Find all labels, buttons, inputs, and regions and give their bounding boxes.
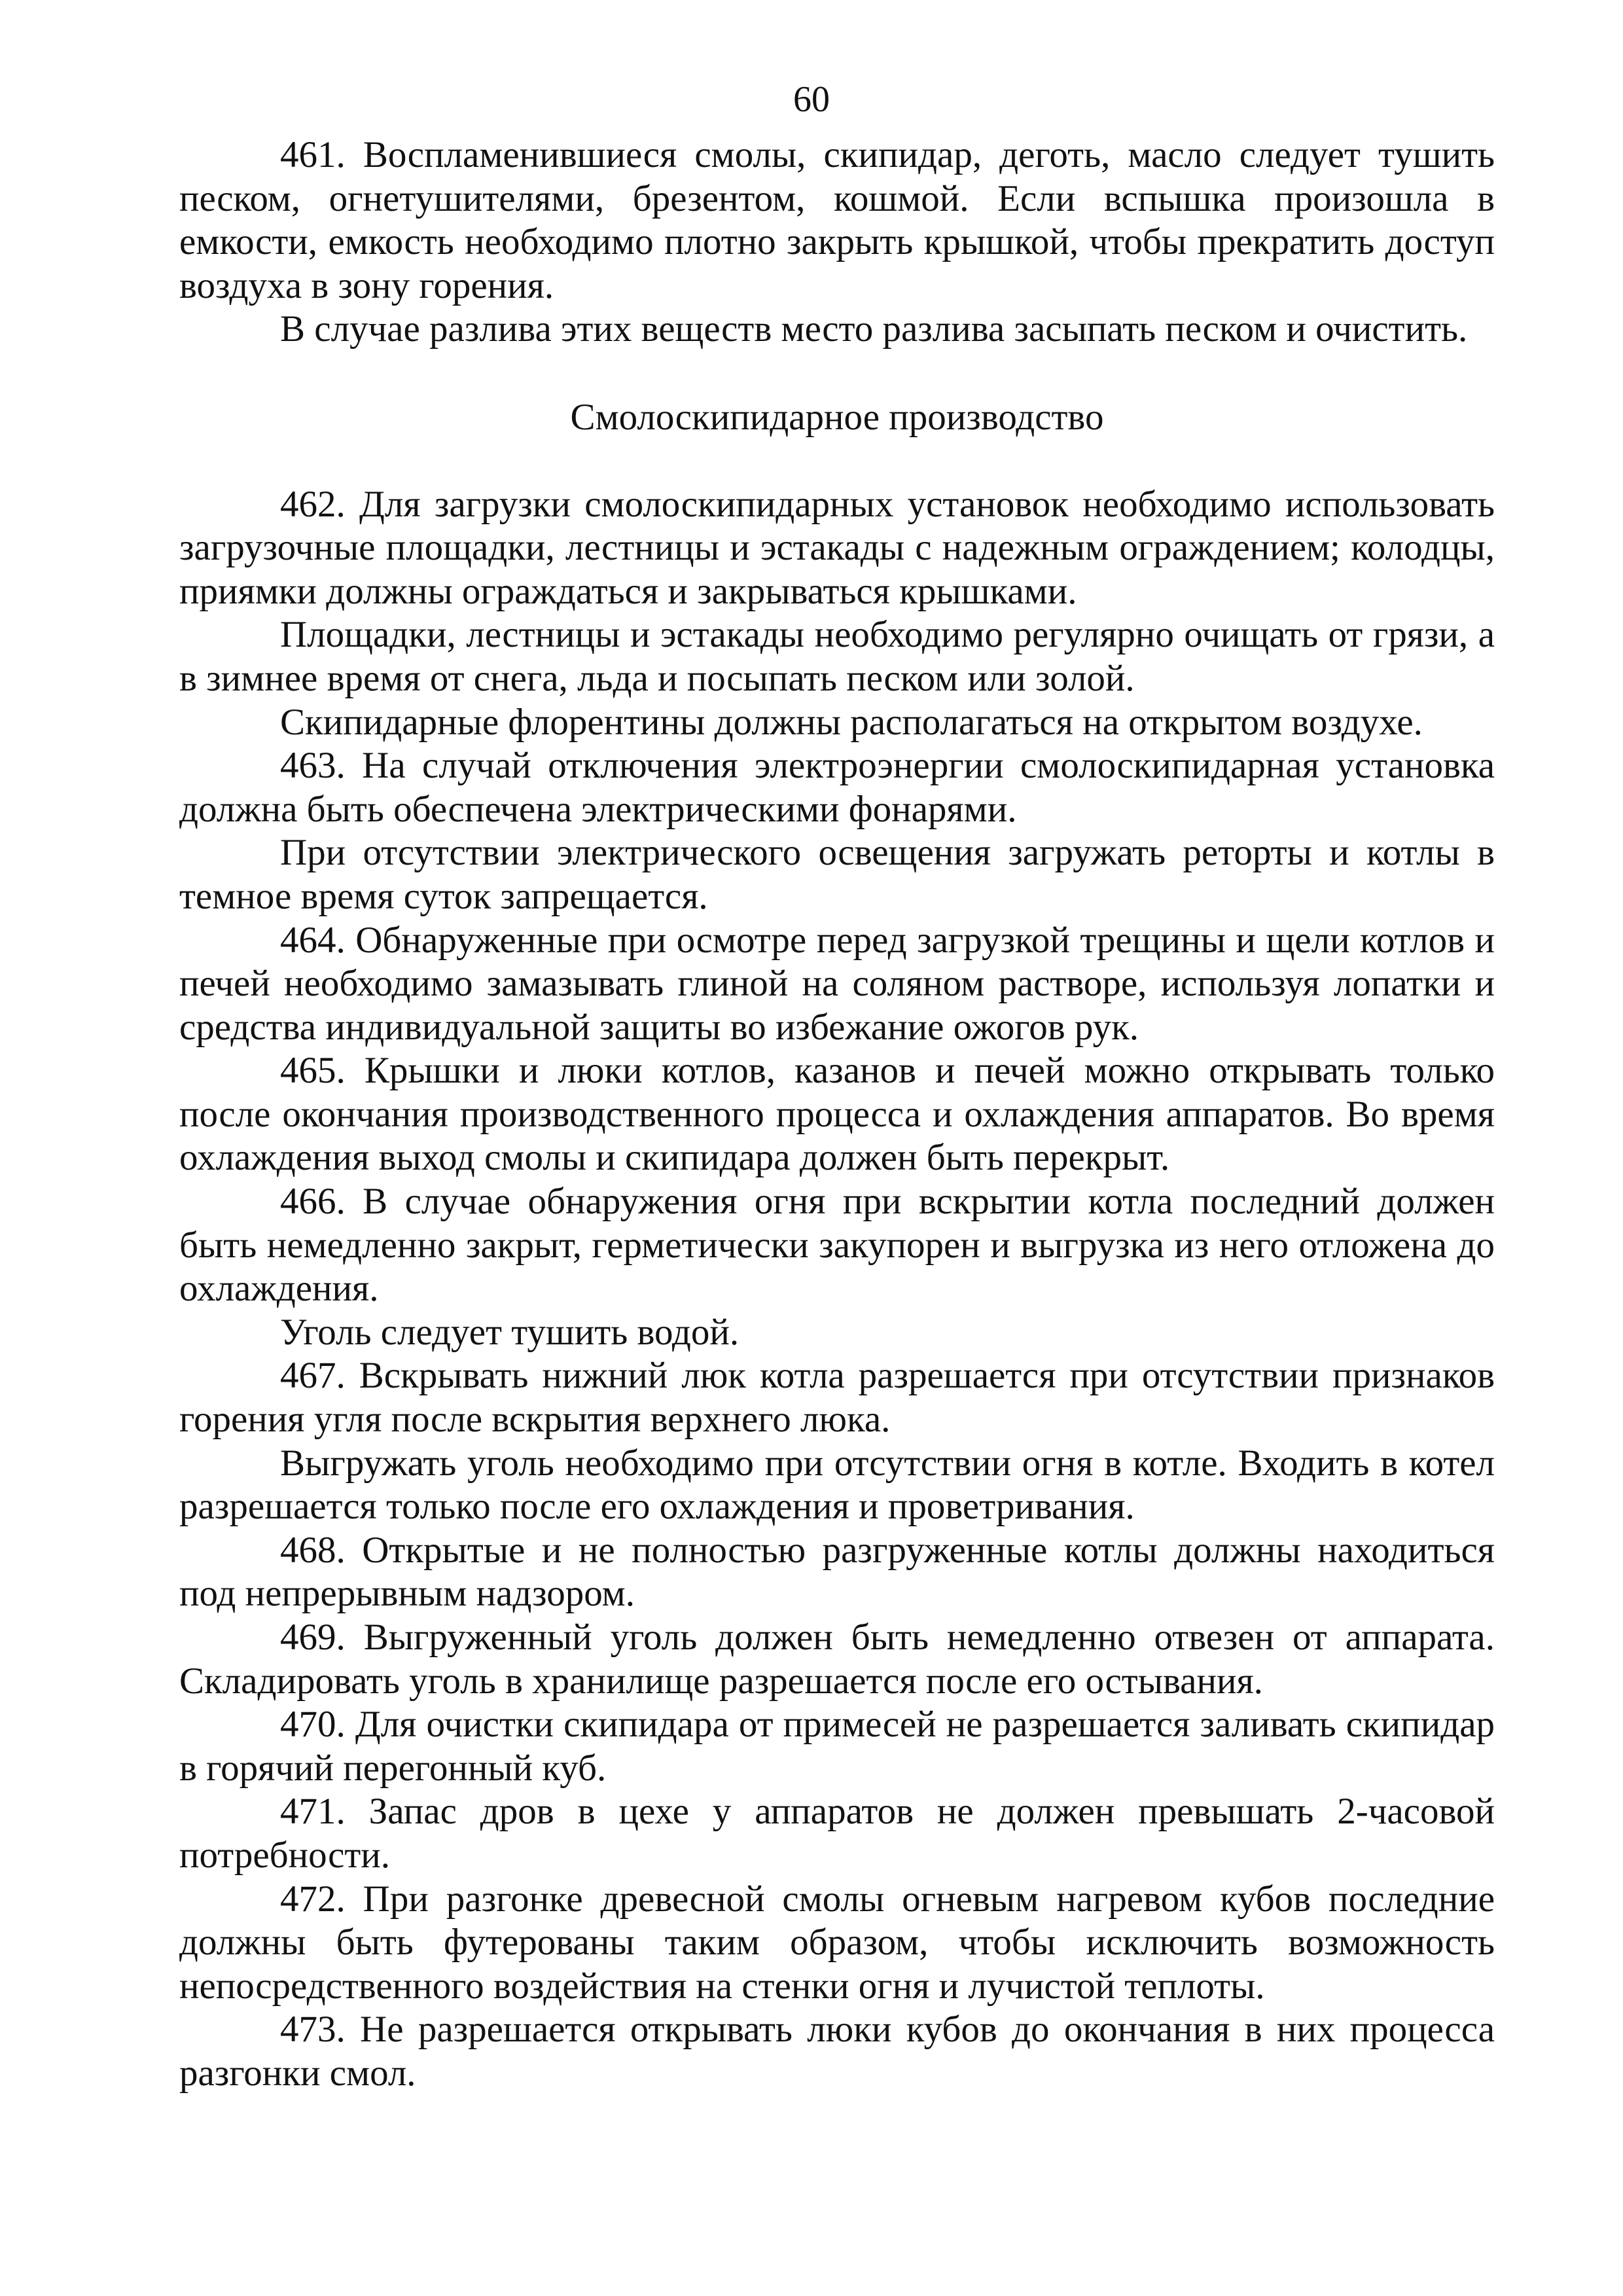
paragraph-472: 472. При разгонке древесной смолы огневым нагревом кубов последние должны быть футерованы таким образом, чтобы исключить возможность непосредственного воздействия на стенки огня и лучистой теплоты. [179,1878,1495,2007]
section-heading: Смолоскипидарное производство [570,396,1104,438]
paragraph-469: 469. Выгруженный уголь должен быть немедленно отвезен от аппарата. Складировать уголь в хранилище разрешается после его остывания. [179,1617,1495,1702]
paragraph-466-coal: Уголь следует тушить водой. [280,1311,740,1353]
paragraph-473: 473. Не разрешается открывать люки кубов до окончания в них процесса разгонки смол. [179,2009,1495,2094]
paragraph-471: 471. Запас дров в цехе у аппаратов не должен превышать 2-часовой потребности. [179,1791,1495,1876]
paragraph-468: 468. Открытые и не полностью разгруженные котлы должны находиться под непрерывным надзором. [179,1529,1495,1615]
paragraph-461: 461. Воспламенившиеся смолы, скипидар, деготь, масло следует тушить песком, огнетушителями, брезентом, кошмой. Если вспышка произошла в емкости, емкость необходимо плотно закрыть крышкой, чтобы прекратить доступ воздуха в зону горения. [179,134,1495,306]
paragraph-463: 463. На случай отключения электроэнергии смолоскипидарная установка должна быть обеспечена электрическими фонарями. [179,745,1495,830]
paragraph-470: 470. Для очистки скипидара от примесей не разрешается заливать скипидар в горячий перегонный куб. [179,1704,1495,1789]
paragraph-461-spill: В случае разлива этих веществ место разлива засыпать песком и очистить. [280,308,1468,350]
document-body [179,134,1495,2096]
paragraph-466: 466. В случае обнаружения огня при вскрытии котла последний должен быть немедленно закрыт, герметически закупорен и выгрузка из него отложена до охлаждения. [179,1181,1495,1310]
paragraph-467-unloading: Выгружать уголь необходимо при отсутствии огня в котле. Входить в котел разрешается только после его охлаждения и проветривания. [179,1442,1495,1528]
paragraph-462-florentines: Скипидарные флорентины должны располагаться на открытом воздухе. [280,701,1423,743]
paragraph-462: 462. Для загрузки смолоскипидарных установок необходимо использовать загрузочные площадки, лестницы и эстакады с надежным ограждением; колодцы, приямки должны ограждаться и закрываться крышками. [179,483,1495,612]
page-number: 60 [793,79,830,120]
paragraph-463-lighting: При отсутствии электрического освещения загружать реторты и котлы в темное время суток запрещается. [179,832,1495,917]
paragraph-467: 467. Вскрывать нижний люк котла разрешается при отсутствии признаков горения угля после вскрытия верхнего люка. [179,1355,1495,1441]
paragraph-464: 464. Обнаруженные при осмотре перед загрузкой трещины и щели котлов и печей необходимо замазывать глиной на соляном растворе, используя лопатки и средства индивидуальной защиты во избежание ожогов рук. [179,919,1495,1048]
paragraph-465: 465. Крышки и люки котлов, казанов и печей можно открывать только после окончания производственного процесса и охлаждения аппаратов. Во время охлаждения выход смолы и скипидара должен быть перекрыт. [179,1050,1495,1179]
paragraph-462-platforms: Площадки, лестницы и эстакады необходимо регулярно очищать от грязи, а в зимнее время от снега, льда и посыпать песком или золой. [179,614,1495,699]
